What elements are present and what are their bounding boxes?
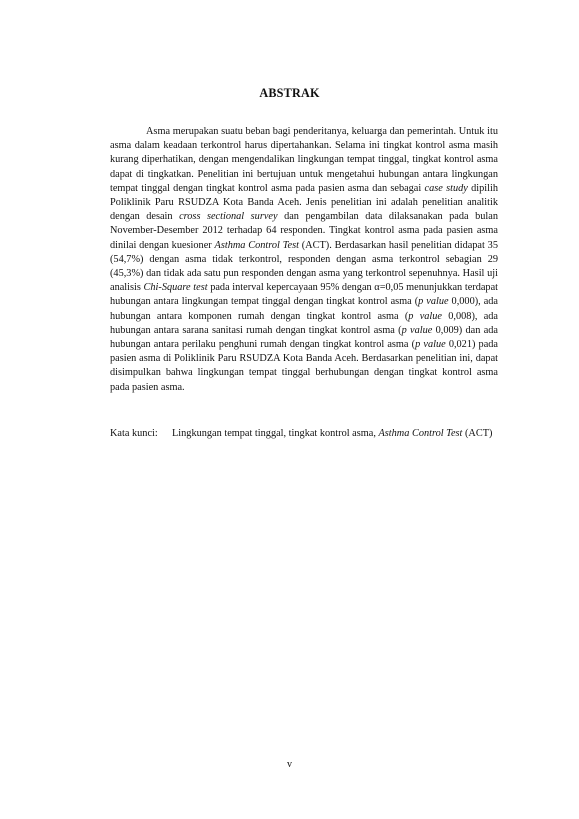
body-text-italic: p value <box>418 296 449 308</box>
body-text: dipilih Poliklinik Paru RSUDZA Kota Banda Aceh. Jenis penelitian ini adalah penelitian analitik dengan desain <box>110 182 499 223</box>
body-text: Asma merupakan suatu beban bagi penderitanya, keluarga dan pemerintah. Untuk itu asma dalam keadaan terkontrol harus dipertahankan. Selama ini tingkat kontrol asma masih kurang diperhatikan, dengan mengendalikan lingkungan tempat tinggal, tingkat kontrol asma dapat di tingkatkan. Penelitian ini bertujuan untuk mengetahui hubungan antara lingkungan tempat tinggal dengan tingkat kontrol asma pada pasien asma dan sebagai <box>110 126 498 194</box>
body-text: dan pengambilan data dilaksanakan pada bulan November-Desember 2012 terhadap 64 responden. Tingkat kontrol asma pada pasien asma dinilai dengan kuesioner <box>110 211 498 251</box>
body-text-italic: case study <box>424 182 468 194</box>
keywords-segment: (ACT) <box>462 428 493 439</box>
body-text-italic: Chi-Square test <box>143 282 208 294</box>
page-number: v <box>287 759 292 770</box>
keywords-block <box>110 427 498 441</box>
body-text: 0,000), ada hubungan antara komponen rumah dengan tingkat kontrol asma ( <box>110 296 498 322</box>
keywords-text <box>172 427 498 441</box>
body-text: pada interval kepercayaan 95% dengan α=0,05 menunjukkan terdapat hubungan antara lingkungan tempat tinggal dengan tingkat kontrol asma ( <box>110 282 498 308</box>
body-text-italic: Asthma Control Test <box>214 239 299 251</box>
body-text-italic: p value <box>415 339 446 351</box>
keywords-segment-italic: Asthma Control Test <box>378 428 463 439</box>
body-text-italic: p value <box>401 324 433 336</box>
body-text-italic: p value <box>408 310 443 322</box>
body-text: 0,021) pada pasien asma di Poliklinik Paru RSUDZA Kota Banda Aceh. Berdasarkan penelitian ini, dapat disimpulkan bahwa lingkungan tempat tinggal berhubungan dengan tingkat kontrol asma pada pasien asma. <box>110 339 498 393</box>
abstract-body <box>110 125 498 395</box>
abstract-title: ABSTRAK <box>259 86 320 100</box>
body-text: 0,008), ada hubungan antara sarana sanitasi rumah dengan tingkat kontrol asma ( <box>110 310 498 336</box>
keywords-segment: Lingkungan tempat tinggal, tingkat kontrol asma, <box>172 428 379 439</box>
body-text-italic: cross sectional survey <box>179 211 278 223</box>
body-text: 0,009) dan ada hubungan antara perilaku penghuni rumah dengan tingkat kontrol asma ( <box>110 324 498 351</box>
body-text: (ACT). Berdasarkan hasil penelitian didapat 35 (54,7%) dengan asma tidak terkontrol, responden dengan asma terkontrol sebagian 29 (45,3%) dan tidak ada satu pun responden dengan asma yang terkontrol sepenuhnya. Hasil uji analisis <box>110 239 498 294</box>
keywords-label: Kata kunci: <box>110 428 158 439</box>
